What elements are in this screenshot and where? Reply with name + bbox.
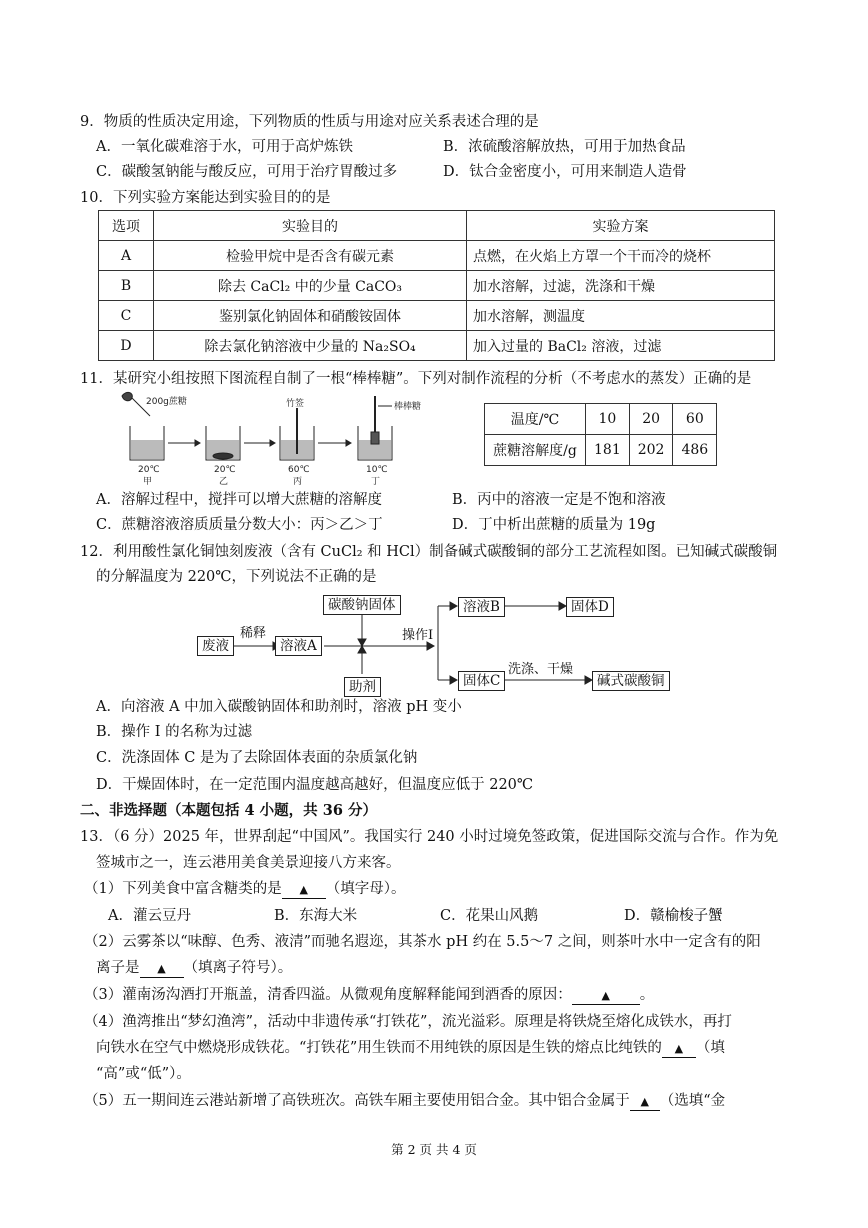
q13-option-a: A．灌云豆丹: [108, 908, 191, 924]
q11-stem: 11．某研究小组按照下图流程自制了一根“棒棒糖”。下列对制作流程的分析（不考虑水的蒸发）正确的是: [80, 371, 752, 387]
table-row: [99, 301, 775, 331]
table-cell: B: [99, 271, 154, 301]
table-cell: 点燃，在火焰上方罩一个干而冷的烧杯: [467, 241, 775, 271]
q13-option-b: B．东海大米: [274, 908, 358, 924]
label-wash-dry: 洗涤、干燥: [508, 662, 574, 677]
q9-option-b: B．浓硫酸溶解放热，可用于加热食品: [443, 139, 686, 155]
table-header: 实验目的: [154, 211, 467, 241]
table-cell: 202: [629, 435, 673, 466]
box-waste: 废液: [197, 636, 234, 656]
answer-blank[interactable]: ▲: [140, 961, 184, 978]
q10-table: [98, 210, 775, 361]
answer-blank[interactable]: ▲: [572, 988, 640, 1005]
table-cell: 蔗糖溶解度/g: [485, 435, 586, 466]
table-cell: 加入过量的 BaCl₂ 溶液，过滤: [467, 331, 775, 361]
q13-part4-line2: 向铁水在空气中燃烧形成铁花。“打铁花”用生铁而不用纯铁的原因是生铁的熔点比纯铁的 ▲ （填: [96, 1040, 725, 1056]
beaker-temp: 20℃: [138, 465, 160, 475]
table-cell: D: [99, 331, 154, 361]
q12-stem-line1: 12．利用酸性氯化铜蚀刻废液（含有 CuCl₂ 和 HCl）制备碱式碳酸铜的部分工艺流程如图。已知碱式碳酸铜: [80, 544, 778, 560]
sugar-label: 200g蔗糖: [146, 397, 187, 407]
table-cell: 加水溶解，过滤，洗涤和干燥: [467, 271, 775, 301]
q11-option-d: D．丁中析出蔗糖的质量为 19g: [452, 517, 656, 533]
table-row: [485, 435, 717, 466]
q9-option-a: A．一氧化碳难溶于水，可用于高炉炼铁: [96, 139, 353, 155]
table-cell: 检验甲烷中是否含有碳元素: [154, 241, 467, 271]
q13-part4-line3: “高”或“低”）。: [96, 1066, 191, 1082]
solubility-table: [484, 403, 717, 466]
q13-option-d: D．赣榆梭子蟹: [624, 908, 723, 924]
q11-option-c: C．蔗糖溶液溶质质量分数大小：丙＞乙＞丁: [96, 517, 383, 533]
table-cell: 加水溶解，测温度: [467, 301, 775, 331]
table-cell: 除去氯化钠溶液中少量的 Na₂SO₄: [154, 331, 467, 361]
q10-stem: 10．下列实验方案能达到实验目的的是: [80, 190, 331, 206]
table-cell: 除去 CaCl₂ 中的少量 CaCO₃: [154, 271, 467, 301]
q9-option-c: C．碳酸氢钠能与酸反应，可用于治疗胃酸过多: [96, 164, 398, 180]
answer-blank[interactable]: ▲: [282, 882, 326, 899]
q13-option-c: C．花果山风鹅: [440, 908, 539, 924]
q12-option-c: C．洗涤固体 C 是为了去除固体表面的杂质氯化钠: [96, 750, 418, 766]
beaker-label: 甲: [143, 477, 153, 486]
box-solution-a: 溶液A: [275, 636, 322, 656]
q12-option-b: B．操作 I 的名称为过滤: [96, 724, 253, 740]
table-row: [99, 331, 775, 361]
q9-option-d: D．钛合金密度小，可用来制造人造骨: [443, 164, 687, 180]
q13-part3: （3）灌南汤沟酒打开瓶盖，清香四溢。从微观角度解释能闻到酒香的原因： ▲ 。: [84, 987, 655, 1003]
answer-blank[interactable]: ▲: [662, 1041, 696, 1058]
beaker-label: 乙: [219, 477, 229, 486]
box-solution-b: 溶液B: [458, 597, 505, 617]
q12-option-a: A．向溶液 A 中加入碳酸钠固体和助剂时，溶液 pH 变小: [96, 699, 462, 715]
table-header: 实验方案: [467, 211, 775, 241]
table-row: [99, 271, 775, 301]
table-cell: 20: [629, 404, 673, 435]
box-product: 碱式碳酸铜: [592, 671, 670, 691]
beaker-label: 丙: [293, 477, 303, 486]
q12-option-d: D．干燥固体时，在一定范围内温度越高越好，但温度应低于 220℃: [96, 777, 534, 793]
beaker-temp: 20℃: [214, 465, 236, 475]
chopstick-label: 竹签: [286, 399, 305, 409]
q11-option-b: B．丙中的溶液一定是不饱和溶液: [452, 492, 666, 508]
box-sodium-carbonate: 碳酸钠固体: [323, 595, 401, 615]
beaker-temp: 60℃: [288, 465, 310, 475]
box-solid-d: 固体D: [566, 597, 614, 617]
table-cell: 10: [586, 404, 630, 435]
table-row: [99, 241, 775, 271]
q9-stem: 9．物质的性质决定用途，下列物质的性质与用途对应关系表述合理的是: [80, 114, 539, 130]
table-header: 选项: [99, 211, 154, 241]
q13-part2-line1: （2）云雾茶以“味醇、色秀、液清”而驰名遐迩，其茶水 pH 约在 5.5～7 之间，则茶叶水中一定含有的阳: [84, 934, 761, 950]
label-dilute: 稀释: [240, 626, 267, 641]
q13-stem-line2: 签城市之一，连云港用美食美景迎接八方来客。: [96, 855, 401, 871]
beaker-label: 丁: [371, 477, 381, 486]
table-cell: 60: [673, 404, 717, 435]
box-solid-c: 固体C: [458, 671, 505, 691]
page-footer: 第 2 页 共 4 页: [391, 1142, 477, 1157]
q11-option-a: A．溶解过程中，搅拌可以增大蔗糖的溶解度: [96, 492, 382, 508]
table-cell: 181: [586, 435, 630, 466]
beaker-temp: 10℃: [366, 465, 388, 475]
section-heading: 二、非选择题（本题包括 4 小题，共 36 分）: [80, 802, 377, 819]
table-cell: A: [99, 241, 154, 271]
q13-part4-line1: （4）渔湾推出“梦幻渔湾”，活动中非遗传承“打铁花”，流光溢彩。原理是将铁烧至熔化成铁水，再打: [84, 1014, 732, 1030]
q13-stem-line1: 13．（6 分）2025 年，世界刮起“中国风”。我国实行 240 小时过境免签政策，促进国际交流与合作。作为免: [80, 829, 779, 845]
lollipop-process-figure: [110, 388, 440, 486]
q13-part5: （5）五一期间连云港站新增了高铁班次。高铁车厢主要使用铝合金。其中铝合金属于 ▲ （选填“金: [84, 1093, 726, 1109]
table-cell: C: [99, 301, 154, 331]
q12-stem-line2: 的分解温度为 220℃，下列说法不正确的是: [96, 569, 377, 585]
table-cell: 温度/℃: [485, 404, 586, 435]
lollipop-label: 棒棒糖: [394, 402, 422, 412]
table-row: [485, 404, 717, 435]
table-cell: 鉴别氯化钠固体和硝酸铵固体: [154, 301, 467, 331]
answer-blank[interactable]: ▲: [630, 1094, 660, 1111]
table-cell: 486: [673, 435, 717, 466]
q13-part1: （1）下列美食中富含糖类的是 ▲ （填字母）。: [84, 881, 406, 897]
label-operation-1: 操作Ⅰ: [402, 628, 434, 643]
q13-part2-line2: 离子是 ▲ （填离子符号）。: [96, 960, 293, 976]
box-aid: 助剂: [344, 677, 381, 697]
